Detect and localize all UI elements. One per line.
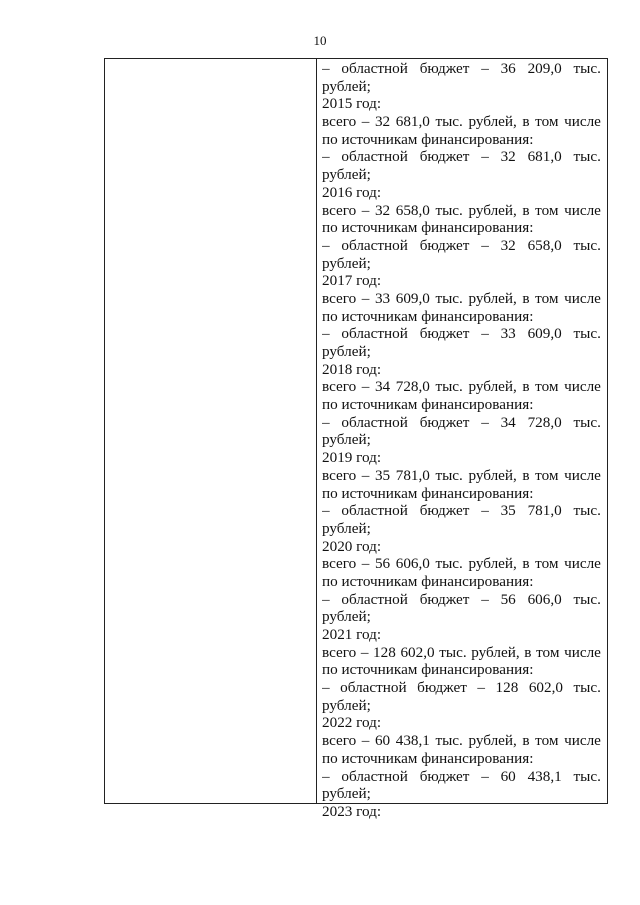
text-line <box>322 644 601 662</box>
text-word: бюджет <box>419 590 470 608</box>
text-word: 438,1 <box>527 767 562 785</box>
text-word: бюджет <box>419 148 470 166</box>
text-word: – <box>322 236 330 254</box>
text-word: – <box>481 767 489 785</box>
text-word: – <box>322 413 330 431</box>
text-word: том <box>535 378 559 396</box>
text-word: областной <box>341 148 408 166</box>
text-line: 2018 год: <box>322 360 382 378</box>
text-line: рублей; <box>322 608 371 626</box>
text-word: рублей, <box>468 732 517 750</box>
text-word: всего <box>322 378 357 396</box>
text-word: в <box>524 643 532 661</box>
text-line: 2022 год: <box>322 714 382 732</box>
text-word: числе <box>564 113 601 131</box>
text-word: в <box>522 289 530 307</box>
text-line: 2016 год: <box>322 183 382 201</box>
text-word: – <box>360 643 369 661</box>
text-line <box>322 148 601 166</box>
text-word: тыс. <box>573 325 601 343</box>
text-word: – <box>361 378 370 396</box>
text-word: тыс. <box>573 502 601 520</box>
text-word: 606,0 <box>395 555 430 573</box>
text-word: 56 <box>374 555 391 573</box>
text-word: 32 <box>374 113 391 131</box>
text-line: по источникам финансирования: <box>322 396 534 414</box>
text-word: 32 <box>500 148 516 166</box>
text-word: всего <box>322 113 357 131</box>
text-line <box>322 467 601 485</box>
text-word: числе <box>564 466 601 484</box>
text-line: по источникам финансирования: <box>322 219 534 237</box>
text-line: рублей; <box>322 519 371 537</box>
text-word: – <box>322 148 330 166</box>
text-line <box>322 732 601 750</box>
text-word: тыс. <box>573 60 601 77</box>
table-left-cell <box>105 59 317 803</box>
text-word: том <box>535 201 559 219</box>
text-word: 728,0 <box>395 378 430 396</box>
text-word: 209,0 <box>527 60 562 77</box>
text-line <box>322 202 601 220</box>
funding-table <box>104 58 608 820</box>
text-word: тыс. <box>435 555 463 573</box>
text-word: том <box>535 289 559 307</box>
text-word: областной <box>341 60 408 77</box>
text-word: в <box>522 378 530 396</box>
text-word: – <box>322 767 330 785</box>
text-word: том <box>535 466 559 484</box>
text-line <box>322 325 601 343</box>
text-line <box>322 60 601 78</box>
text-word: – <box>361 466 370 484</box>
text-word: в <box>522 555 530 573</box>
text-word: тыс. <box>435 378 463 396</box>
text-word: 56 <box>500 590 516 608</box>
text-line: по источникам финансирования: <box>322 307 534 325</box>
text-line <box>322 679 601 697</box>
text-word: тыс. <box>439 643 467 661</box>
text-line: рублей; <box>322 343 371 360</box>
text-line: рублей; <box>322 431 371 449</box>
text-word: 32 <box>374 201 391 219</box>
page-number: 10 <box>313 33 327 48</box>
text-line: по источникам финансирования: <box>322 484 534 502</box>
text-word: бюджет <box>419 502 470 520</box>
text-word: числе <box>564 643 601 661</box>
text-word: тыс. <box>435 289 463 307</box>
text-word: 34 <box>500 413 516 431</box>
text-line <box>322 414 601 432</box>
text-word: – <box>322 679 330 697</box>
text-word: областной <box>341 590 408 608</box>
text-word: 681,0 <box>395 113 430 131</box>
text-word: 33 <box>500 325 516 343</box>
text-line: рублей; <box>322 77 371 95</box>
text-word: 60 <box>500 767 516 785</box>
text-word: 609,0 <box>395 289 430 307</box>
text-word: – <box>361 201 370 219</box>
text-word: областной <box>341 413 408 431</box>
text-word: рублей, <box>468 555 517 573</box>
text-line: 2017 год: <box>322 272 382 290</box>
text-word: том <box>535 555 559 573</box>
text-word: том <box>535 113 559 131</box>
text-word: 32 <box>500 236 516 254</box>
text-line: рублей; <box>322 785 371 803</box>
text-word: 128 <box>373 643 396 661</box>
text-word: – <box>361 113 370 131</box>
text-word: областной <box>341 325 408 343</box>
text-word: – <box>481 148 489 166</box>
text-word: числе <box>564 201 601 219</box>
text-word: 681,0 <box>527 148 562 166</box>
text-word: – <box>481 502 489 520</box>
text-word: областной <box>341 236 408 254</box>
text-word: в <box>522 201 530 219</box>
text-word: в <box>522 466 530 484</box>
text-word: 781,0 <box>527 502 562 520</box>
text-line <box>322 237 601 255</box>
text-word: 128 <box>495 679 519 697</box>
text-line: по источникам финансирования: <box>322 572 534 590</box>
text-word: 781,0 <box>395 466 430 484</box>
text-line: 2023 год: <box>322 802 382 820</box>
text-line <box>322 502 601 520</box>
text-word: в <box>522 732 530 750</box>
text-word: 36 <box>500 60 516 77</box>
text-word: 602,0 <box>528 679 563 697</box>
text-line <box>322 591 601 609</box>
text-word: тыс. <box>435 113 463 131</box>
text-line <box>322 378 601 396</box>
text-line <box>322 290 601 308</box>
text-word: рублей, <box>468 466 517 484</box>
text-word: тыс. <box>573 148 601 166</box>
text-word: – <box>322 325 330 343</box>
text-line: 2019 год: <box>322 449 382 467</box>
text-word: рублей, <box>468 289 517 307</box>
text-line: по источникам финансирования: <box>322 661 534 679</box>
text-word: числе <box>564 555 601 573</box>
text-word: бюджет <box>419 60 470 77</box>
text-word: числе <box>564 378 601 396</box>
text-word: 35 <box>374 466 391 484</box>
text-word: – <box>322 590 330 608</box>
text-line <box>322 555 601 573</box>
text-word: тыс. <box>573 413 601 431</box>
text-word: рублей, <box>468 378 517 396</box>
text-word: – <box>361 555 370 573</box>
text-word: 602,0 <box>400 643 435 661</box>
text-word: всего <box>322 732 357 750</box>
text-word: 34 <box>374 378 391 396</box>
text-line: 2015 год: <box>322 95 382 113</box>
text-word: всего <box>322 555 357 573</box>
text-line: 2020 год: <box>322 537 382 555</box>
text-word: 658,0 <box>527 236 562 254</box>
text-word: областной <box>341 502 408 520</box>
text-line: по источникам финансирования: <box>322 130 534 148</box>
text-word: рублей, <box>471 643 520 661</box>
text-word: бюджет <box>419 413 470 431</box>
text-word: – <box>322 502 330 520</box>
text-word: рублей, <box>468 113 517 131</box>
text-word: бюджет <box>417 679 467 697</box>
text-word: рублей, <box>468 201 517 219</box>
text-word: том <box>536 643 560 661</box>
text-word: тыс. <box>435 201 463 219</box>
text-word: тыс. <box>435 732 463 750</box>
text-word: бюджет <box>419 236 470 254</box>
text-word: областной <box>340 679 407 697</box>
text-word: 606,0 <box>527 590 562 608</box>
text-word: – <box>322 60 330 77</box>
text-line: рублей; <box>322 254 371 272</box>
text-word: тыс. <box>435 466 463 484</box>
text-word: всего <box>322 289 357 307</box>
text-word: 728,0 <box>527 413 562 431</box>
text-word: том <box>535 732 559 750</box>
text-word: числе <box>564 289 601 307</box>
text-word: тыс. <box>573 590 601 608</box>
text-word: – <box>481 325 489 343</box>
text-word: в <box>522 113 530 131</box>
text-word: всего <box>322 201 357 219</box>
text-word: – <box>481 60 489 77</box>
text-word: бюджет <box>419 767 470 785</box>
text-word: тыс. <box>573 679 601 697</box>
text-word: – <box>361 289 370 307</box>
text-line: по источникам финансирования: <box>322 749 534 767</box>
text-word: – <box>481 590 489 608</box>
text-word: – <box>361 732 370 750</box>
text-line <box>322 113 601 131</box>
text-word: всего <box>322 643 357 661</box>
text-word: 438,1 <box>395 732 430 750</box>
text-line: 2021 год: <box>322 626 382 643</box>
text-word: бюджет <box>419 325 470 343</box>
table-right-cell <box>317 59 607 820</box>
text-line <box>322 768 601 786</box>
text-line: рублей; <box>322 166 371 184</box>
text-word: всего <box>322 466 357 484</box>
text-word: 33 <box>374 289 391 307</box>
text-word: 609,0 <box>527 325 562 343</box>
text-word: 658,0 <box>395 201 430 219</box>
text-word: тыс. <box>573 236 601 254</box>
text-word: – <box>477 679 485 697</box>
text-word: 60 <box>374 732 391 750</box>
text-word: числе <box>564 732 601 750</box>
text-word: тыс. <box>573 767 601 785</box>
text-word: – <box>481 236 489 254</box>
text-word: 35 <box>500 502 516 520</box>
text-word: областной <box>341 767 408 785</box>
text-line: рублей; <box>322 696 371 714</box>
text-word: – <box>481 413 489 431</box>
